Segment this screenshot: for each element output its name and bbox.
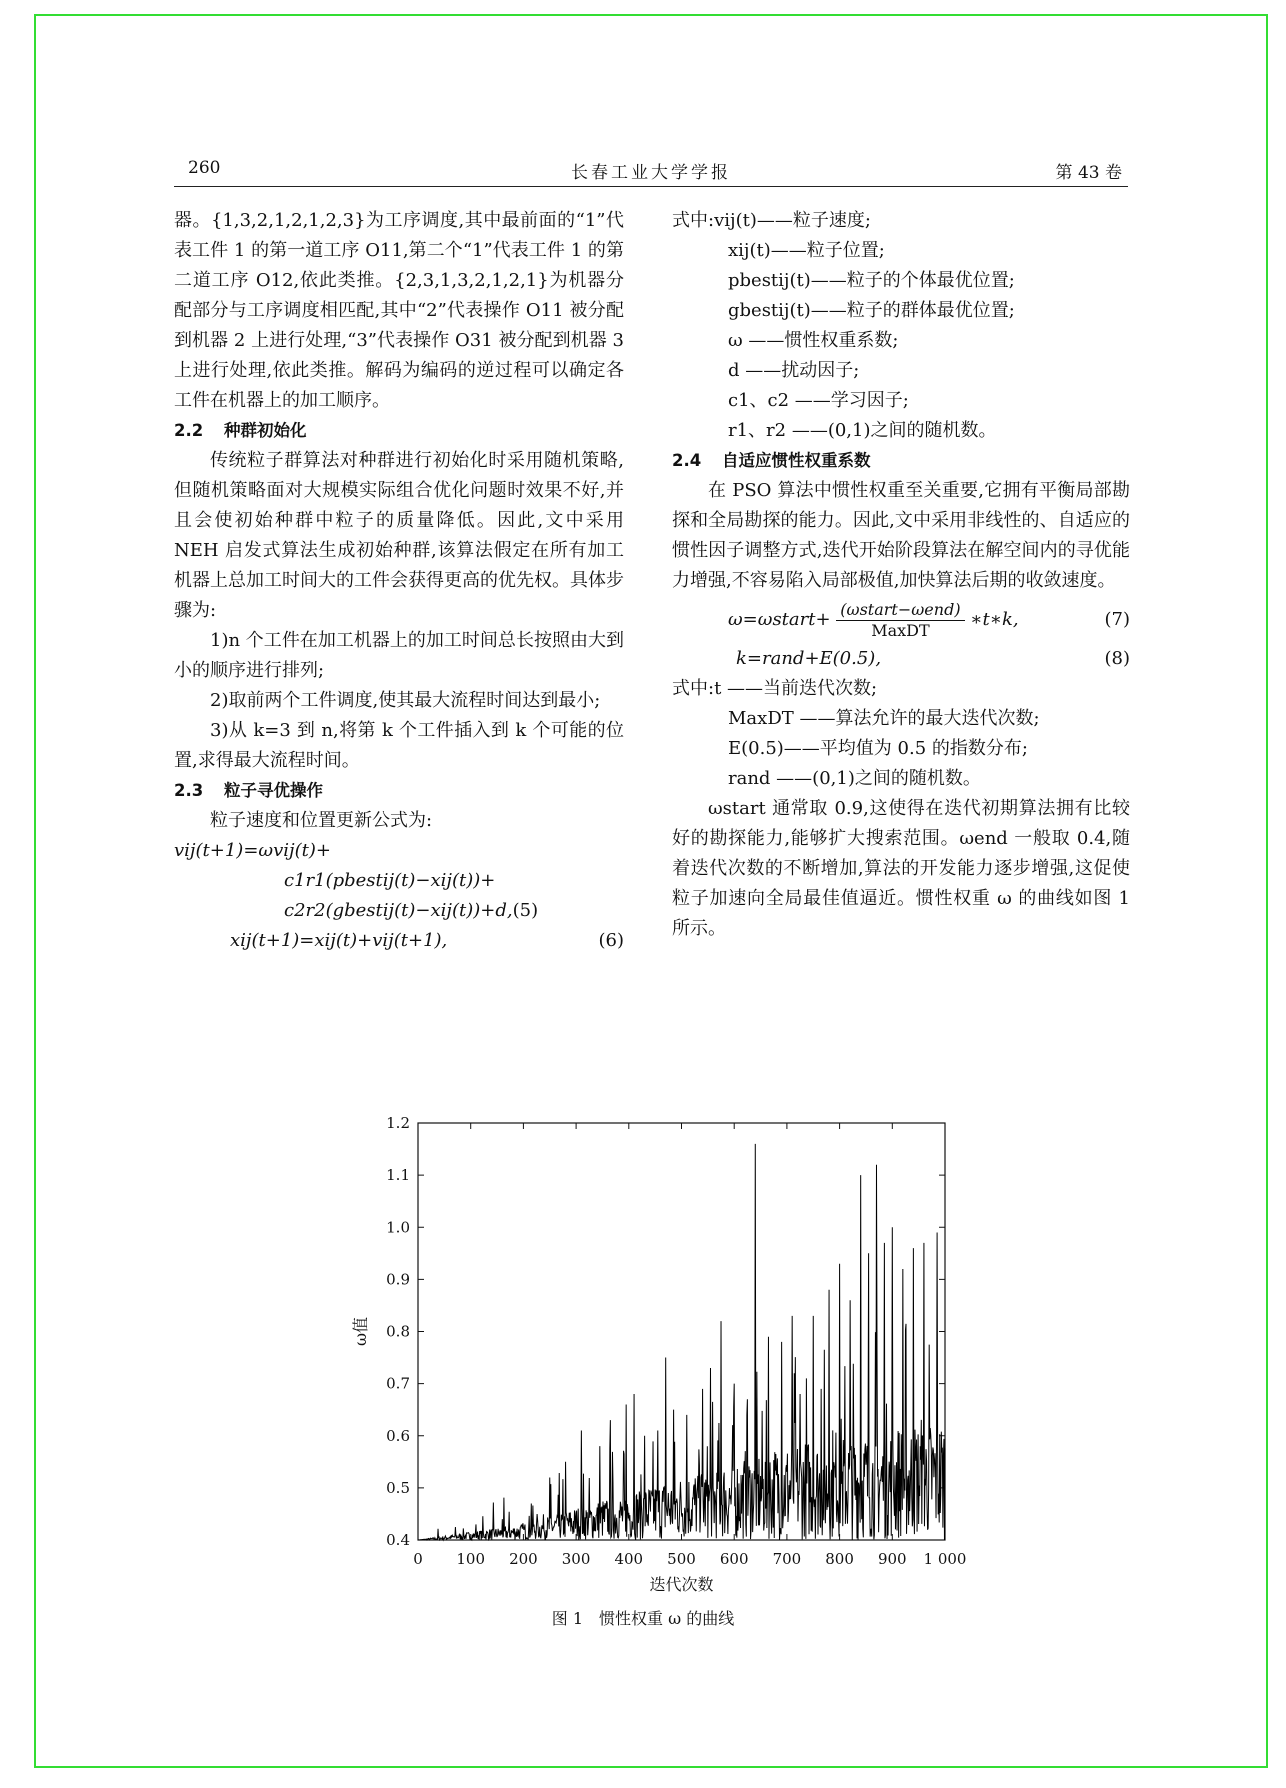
y-tick-label: 0.7 [386, 1374, 410, 1393]
left-column [174, 206, 624, 956]
x-tick-label: 400 [614, 1550, 644, 1568]
y-tick-label: 0.6 [386, 1426, 410, 1445]
step-2: 2)取前两个工件调度,使其最大流程时间达到最小; [210, 690, 601, 711]
y-tick-label: 0.4 [386, 1531, 410, 1549]
volume-label: 第 43 卷 [1055, 163, 1122, 183]
equation-8: k=rand+E(0.5), (8) [736, 648, 1130, 669]
figure-caption: 图 1 惯性权重 ω 的曲线 [551, 1609, 735, 1628]
y-tick-label: 0.9 [386, 1270, 410, 1289]
definition-item: xij(t)——粒子位置; [728, 240, 885, 261]
definition-item: MaxDT ——算法允许的最大迭代次数; [728, 708, 1040, 729]
paragraph-inertia: 在 PSO 算法中惯性权重至关重要,它拥有平衡局部勘探和全局勘探的能力。因此,文中采用非线性的、自适应的惯性因子调整方式,迭代开始阶段算法在解空间内的寻优能力增强,不容易陷入局部极值,加快算法后期的收敛速度。 [672, 480, 1130, 591]
paragraph-encoding: 器。{1,3,2,1,2,1,2,3}为工序调度,其中最前面的“1”代表工件 1 的第一道工序 O11,第二个“1”代表工件 1 的第二道工序 O12,依此类推。{2,3,1,3,2,1,2,1}为机器分配部分与工序调度相匹配,其中“2”代表操作 O11 被分配到机器 2 上进行处理,“3”代表操作 O31 被分配到机器 3 上进行处理,依此类推。解码为编码的逆过程可以确定各工件在机器上的加工顺序。 [174, 210, 624, 411]
section-heading-2-2: 2.2 种群初始化 [174, 421, 307, 440]
paragraph-omega: ωstart 通常取 0.9,这使得在迭代初期算法拥有比较好的勘探能力,能够扩大搜索范围。ωend 一般取 0.4,随着迭代次数的不断增加,算法的开发能力逐步增强,这促使粒子加速向全局最佳值逼近。惯性权重 ω 的曲线如图 1 所示。 [672, 798, 1130, 939]
x-tick-label: 600 [719, 1550, 749, 1568]
equation-7-fraction: $\frac{\text{(ωstart−ωend)}}{\text{MaxDT}}$ [836, 600, 964, 641]
equation-6: xij(t+1)=xij(t)+vij(t+1), (6) [230, 930, 624, 951]
definition-list [672, 206, 1130, 446]
step-3: 3)从 k=3 到 n,将第 k 个工件插入到 k 个可能的位置,求得最大流程时间。 [174, 720, 624, 771]
definition-item: 式中:t ——当前迭代次数; [672, 678, 878, 699]
running-header [174, 152, 1128, 187]
x-tick-label: 0 [413, 1550, 423, 1568]
definition-item: rand ——(0,1)之间的随机数。 [728, 768, 981, 789]
right-column [672, 206, 1130, 944]
equation-5-line-1: vij(t+1)=ωvij(t)+ [174, 840, 331, 861]
definition-item: pbestij(t)——粒子的个体最优位置; [728, 270, 1015, 291]
y-tick-label: 0.5 [386, 1478, 410, 1497]
definition-item: E(0.5)——平均值为 0.5 的指数分布; [728, 738, 1028, 759]
equation-5-line-2: c1r1(pbestij(t)−xij(t))+ [284, 870, 496, 891]
paragraph-init: 传统粒子群算法对种群进行初始化时采用随机策略,但随机策略面对大规模实际组合优化问题时效果不好,并且会使初始种群中粒子的质量降低。因此,文中采用 NEH 启发式算法生成初始种群,该算法假定在所有加工机器上总加工时间大的工件会获得更高的优先权。具体步骤为: [174, 450, 624, 621]
definition-item: r1、r2 ——(0,1)之间的随机数。 [728, 420, 997, 441]
x-tick-label: 300 [561, 1550, 591, 1568]
y-tick-label: 1.1 [386, 1166, 410, 1185]
equation-5-line-3: c2r2(gbestij(t)−xij(t))+d,(5) [284, 900, 539, 921]
paragraph-update: 粒子速度和位置更新公式为: [210, 810, 433, 831]
equation-7: ω=ωstart+ $\frac{\text{(ωstart−ωend)}}{\text{MaxDT}}$ ∗t∗k, (7) [728, 599, 1130, 640]
x-tick-label: 1 000 [923, 1550, 967, 1568]
section-heading-2-4: 2.4 自适应惯性权重系数 [672, 451, 871, 470]
section-heading-2-3: 2.3 粒子寻优操作 [174, 781, 323, 800]
x-tick-label: 200 [509, 1550, 538, 1568]
x-tick-label: 700 [772, 1550, 802, 1568]
definition-item: 式中:vij(t)——粒子速度; [672, 210, 871, 231]
definition-item: gbestij(t)——粒子的群体最优位置; [728, 300, 1015, 321]
definition-item: ω ——惯性权重系数; [728, 330, 899, 351]
x-tick-label: 500 [667, 1550, 696, 1568]
y-tick-label: 0.8 [386, 1322, 410, 1341]
definition-item: c1、c2 ——学习因子; [728, 390, 909, 411]
definition-list-2 [672, 674, 1130, 794]
y-axis-label: ω值 [351, 1316, 370, 1347]
y-tick-label: 1.2 [386, 1114, 410, 1132]
x-axis-label: 迭代次数 [649, 1575, 714, 1594]
journal-title: 长春工业大学学报 [571, 163, 731, 183]
definition-item: d ——扰动因子; [728, 360, 860, 381]
y-tick-label: 1.0 [386, 1218, 410, 1237]
step-1: 1)n 个工件在加工机器上的加工时间总长按照由大到小的顺序进行排列; [174, 630, 624, 681]
page-number: 260 [188, 158, 221, 178]
x-tick-label: 900 [877, 1550, 907, 1568]
x-tick-label: 800 [825, 1550, 854, 1568]
x-tick-label: 100 [456, 1550, 486, 1568]
